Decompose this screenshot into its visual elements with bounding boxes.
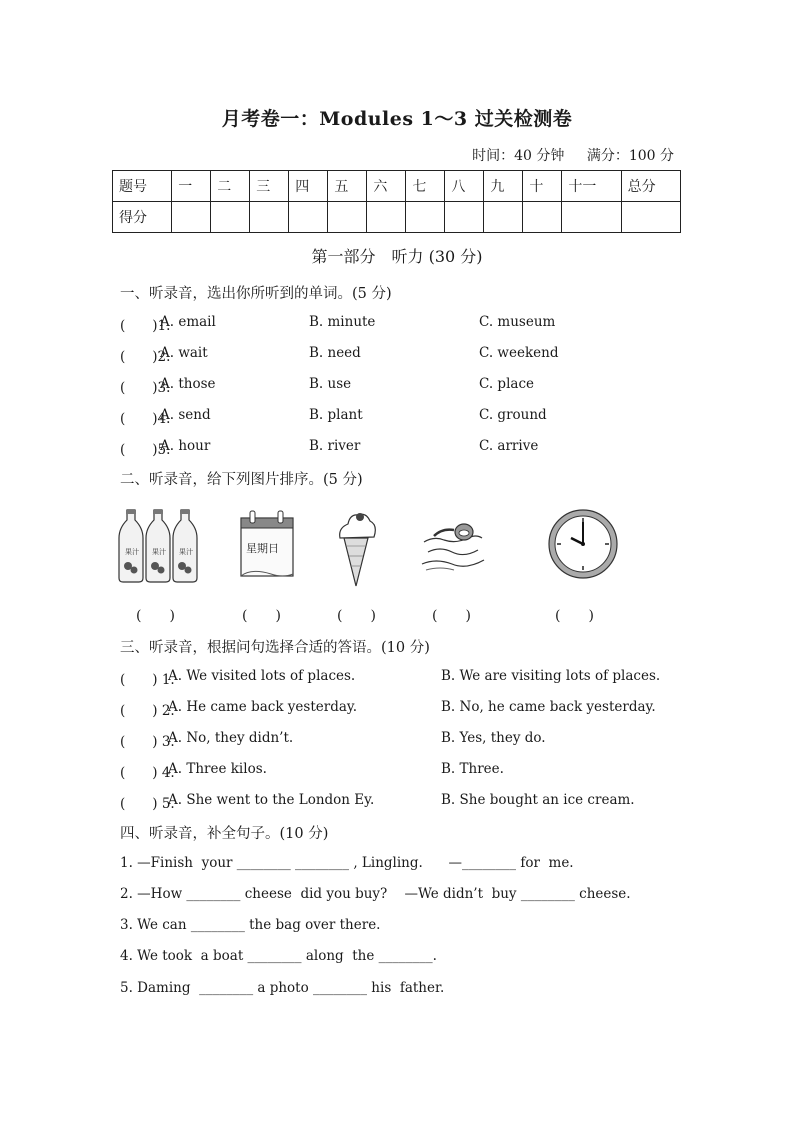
question-row bbox=[120, 438, 680, 458]
score-cell[interactable] bbox=[328, 202, 367, 233]
score-cell[interactable] bbox=[523, 202, 562, 233]
fill-in-sentence[interactable]: 3. We can ________ the bag over there. bbox=[120, 917, 381, 933]
header-cell: 八 bbox=[445, 171, 484, 202]
answer-blank[interactable]: ( )4. bbox=[120, 411, 171, 427]
option-a: A. He came back yesterday. bbox=[168, 699, 358, 715]
answer-blank[interactable]: ( )3. bbox=[120, 380, 171, 396]
header-cell: 总分 bbox=[621, 171, 680, 202]
juice-label-1: 果汁 bbox=[125, 548, 139, 556]
option-c: C. arrive bbox=[479, 438, 539, 454]
swimmer-icon bbox=[420, 508, 486, 584]
question-row bbox=[120, 314, 680, 334]
header-cell: 四 bbox=[289, 171, 328, 202]
answer-blank[interactable]: ( )5. bbox=[120, 442, 171, 458]
section-4-heading: 四、听录音，补全句子。(10 分) bbox=[120, 826, 329, 842]
answer-blank[interactable]: ( )2. bbox=[120, 349, 171, 365]
exam-meta bbox=[454, 145, 674, 165]
question-row bbox=[120, 376, 680, 396]
option-b: B. No, he came back yesterday. bbox=[441, 699, 656, 715]
header-cell: 十一 bbox=[562, 171, 621, 202]
option-c: C. weekend bbox=[479, 345, 559, 361]
order-blank[interactable]: ( ) bbox=[242, 608, 281, 624]
order-blank[interactable]: ( ) bbox=[136, 608, 175, 624]
header-cell: 六 bbox=[367, 171, 406, 202]
juice-bottles-icon bbox=[118, 508, 210, 587]
answer-blank[interactable]: ( )1. bbox=[120, 318, 171, 334]
order-blank[interactable]: ( ) bbox=[555, 608, 594, 624]
question-row bbox=[120, 761, 680, 781]
score-cell[interactable] bbox=[250, 202, 289, 233]
clock-icon bbox=[547, 508, 619, 584]
time-limit: 时间：40 分钟 bbox=[472, 148, 565, 164]
row-label: 得分 bbox=[113, 202, 172, 233]
section-2-heading: 二、听录音，给下列图片排序。(5 分) bbox=[120, 472, 363, 488]
score-cell[interactable] bbox=[367, 202, 406, 233]
option-b: B. plant bbox=[309, 407, 363, 423]
question-row bbox=[120, 668, 680, 688]
option-a: A. Three kilos. bbox=[168, 761, 267, 777]
order-blank[interactable]: ( ) bbox=[432, 608, 471, 624]
score-table-header-row bbox=[113, 171, 681, 202]
full-score: 满分：100 分 bbox=[586, 148, 674, 164]
header-cell: 一 bbox=[172, 171, 211, 202]
question-row bbox=[120, 407, 680, 427]
question-row bbox=[120, 345, 680, 365]
header-cell: 十 bbox=[523, 171, 562, 202]
option-a: A. send bbox=[160, 407, 211, 423]
option-a: A. No, they didn’t. bbox=[168, 730, 294, 746]
option-a: A. hour bbox=[160, 438, 211, 454]
option-c: C. place bbox=[479, 376, 534, 392]
header-cell: 三 bbox=[250, 171, 289, 202]
answer-blank[interactable]: ( ) 2. bbox=[120, 703, 175, 719]
option-b: B. river bbox=[309, 438, 361, 454]
score-cell[interactable] bbox=[406, 202, 445, 233]
fill-in-sentence[interactable]: 5. Daming ________ a photo ________ his father. bbox=[120, 980, 445, 996]
juice-label-2: 果汁 bbox=[152, 548, 166, 556]
fill-in-sentence[interactable]: 1. —Finish your ________ ________ , Lingling. —________ for me. bbox=[120, 855, 574, 871]
answer-blank[interactable]: ( ) 3. bbox=[120, 734, 175, 750]
score-table-score-row bbox=[113, 202, 681, 233]
fill-in-sentence[interactable]: 4. We took a boat ________ along the ________. bbox=[120, 948, 437, 964]
order-blank[interactable]: ( ) bbox=[337, 608, 376, 624]
score-table bbox=[112, 170, 681, 233]
section-1-heading: 一、听录音，选出你所听到的单词。(5 分) bbox=[120, 286, 392, 302]
header-cell: 五 bbox=[328, 171, 367, 202]
header-cell: 九 bbox=[484, 171, 523, 202]
answer-blank[interactable]: ( ) 1. bbox=[120, 672, 175, 688]
option-b: B. use bbox=[309, 376, 352, 392]
score-cell[interactable] bbox=[562, 202, 621, 233]
question-row bbox=[120, 699, 680, 719]
section-3-heading: 三、听录音，根据问句选择合适的答语。(10 分) bbox=[120, 640, 430, 656]
score-cell[interactable] bbox=[484, 202, 523, 233]
exam-title: 月考卷一：Modules 1～3 过关检测卷 bbox=[221, 108, 573, 130]
answer-blank[interactable]: ( ) 5. bbox=[120, 796, 175, 812]
calendar-label: 星期日 bbox=[246, 542, 279, 555]
juice-label bbox=[125, 547, 193, 556]
option-a: A. email bbox=[160, 314, 216, 330]
option-a: A. wait bbox=[160, 345, 208, 361]
juice-label-3: 果汁 bbox=[179, 548, 193, 556]
option-a: A. We visited lots of places. bbox=[168, 668, 356, 684]
score-cell[interactable] bbox=[211, 202, 250, 233]
answer-blank[interactable]: ( ) 4. bbox=[120, 765, 175, 781]
score-cell[interactable] bbox=[621, 202, 680, 233]
option-c: C. ground bbox=[479, 407, 547, 423]
calendar-icon bbox=[238, 508, 296, 584]
option-b: B. We are visiting lots of places. bbox=[441, 668, 661, 684]
fill-in-sentence[interactable]: 2. —How ________ cheese did you buy? —We didn’t buy ________ cheese. bbox=[120, 886, 631, 902]
score-cell[interactable] bbox=[445, 202, 484, 233]
option-b: B. Yes, they do. bbox=[441, 730, 546, 746]
option-b: B. She bought an ice cream. bbox=[441, 792, 635, 808]
option-a: A. those bbox=[160, 376, 216, 392]
score-cell[interactable] bbox=[289, 202, 328, 233]
option-b: B. minute bbox=[309, 314, 376, 330]
option-b: B. Three. bbox=[441, 761, 504, 777]
question-row bbox=[120, 792, 680, 812]
option-b: B. need bbox=[309, 345, 361, 361]
question-row bbox=[120, 730, 680, 750]
header-cell: 七 bbox=[406, 171, 445, 202]
header-cell: 二 bbox=[211, 171, 250, 202]
ice-cream-icon bbox=[336, 508, 376, 592]
header-cell: 题号 bbox=[113, 171, 172, 202]
part-one-title: 第一部分 听力 (30 分) bbox=[311, 247, 483, 266]
option-c: C. museum bbox=[479, 314, 556, 330]
option-a: A. She went to the London Ey. bbox=[168, 792, 375, 808]
score-cell[interactable] bbox=[172, 202, 211, 233]
